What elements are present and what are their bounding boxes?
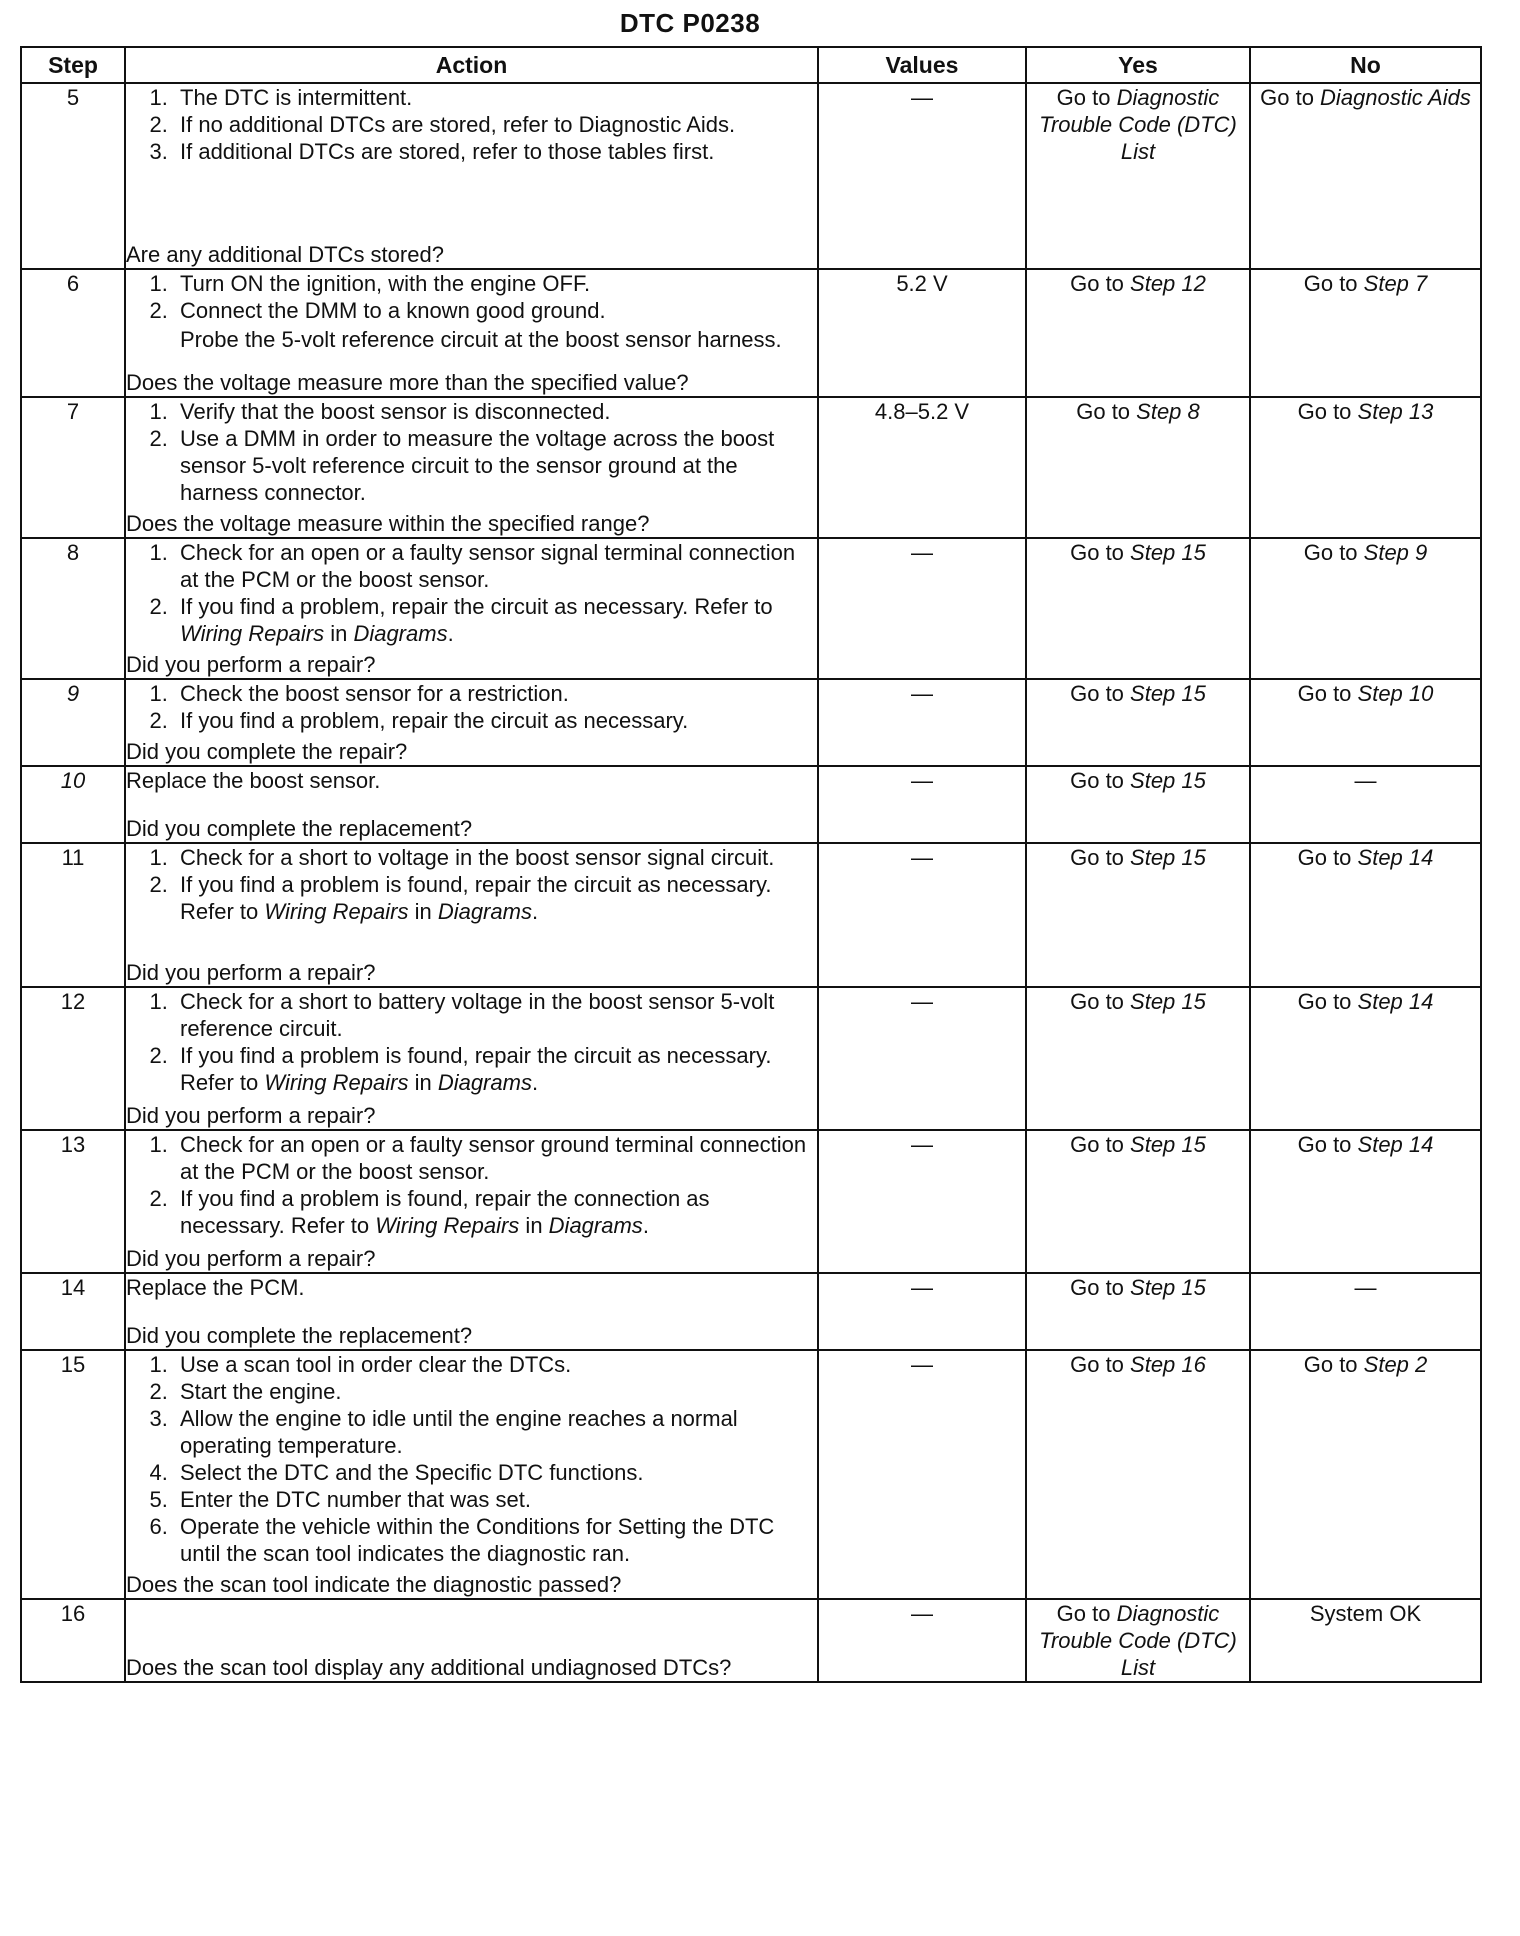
no-result-ref: Diagnostic Aids (1320, 85, 1471, 110)
action-content (126, 398, 817, 537)
action-instructions (126, 1351, 817, 1567)
yes-result: Go to Step 15 (1026, 1130, 1250, 1273)
no-result: System OK (1250, 1599, 1481, 1682)
action-question: Did you perform a repair? (126, 960, 376, 985)
col-header-step: Step (21, 47, 125, 83)
step-number: 16 (21, 1599, 125, 1682)
action-cell (125, 1350, 818, 1599)
action-item: 3. If additional DTCs are stored, refer to those tables first. (174, 138, 817, 165)
value-cell: — (818, 679, 1026, 766)
action-content (126, 680, 817, 765)
action-question: Are any additional DTCs stored? (126, 242, 444, 267)
table-row (21, 538, 1481, 679)
action-content (126, 539, 817, 678)
action-item: 2. If you find a problem, repair the circuit as necessary. Refer to Wiring Repairs in Diagrams. (174, 593, 817, 647)
no-result: Go to Step 9 (1250, 538, 1481, 679)
yes-result-ref: Step 15 (1130, 540, 1206, 565)
step-number: 5 (21, 83, 125, 269)
action-instructions (126, 1274, 817, 1301)
yes-result-ref: Step 15 (1130, 845, 1206, 870)
step-number: 7 (21, 397, 125, 538)
yes-result-ref: Step 15 (1130, 681, 1206, 706)
action-statement: Replace the PCM. (126, 1275, 305, 1300)
action-item: 1. Check for an open or a faulty sensor ground terminal connection at the PCM or the boost sensor. (174, 1131, 817, 1185)
action-cell (125, 397, 818, 538)
action-content (126, 844, 817, 986)
action-instructions (126, 84, 817, 165)
action-question: Did you complete the repair? (126, 739, 408, 764)
step-number: 6 (21, 269, 125, 397)
action-content (126, 84, 817, 268)
action-cell (125, 766, 818, 843)
table-row (21, 269, 1481, 397)
yes-result-ref: Diagnostic Trouble Code (DTC) List (1039, 85, 1237, 164)
action-instructions (126, 767, 817, 794)
action-item: 2. If you find a problem is found, repair the circuit as necessary. Refer to Wiring Repairs in Diagrams. (174, 1042, 817, 1096)
action-item: 2. If you find a problem is found, repair the connection as necessary. Refer to Wiring Repairs in Diagrams. (174, 1185, 817, 1239)
table-row (21, 1130, 1481, 1273)
table-row (21, 1599, 1481, 1682)
action-question: Did you perform a repair? (126, 652, 376, 677)
no-result: Go to Step 2 (1250, 1350, 1481, 1599)
action-note: Probe the 5-volt reference circuit at the boost sensor harness. (180, 327, 782, 352)
table-body (21, 83, 1481, 1682)
col-header-action: Action (125, 47, 818, 83)
value-cell: — (818, 1350, 1026, 1599)
action-item: 3. Allow the engine to idle until the engine reaches a normal operating temperature. (174, 1405, 817, 1459)
step-number: 12 (21, 987, 125, 1130)
action-item: 1. Check for a short to voltage in the boost sensor signal circuit. (174, 844, 817, 871)
action-question: Did you complete the replacement? (126, 1323, 473, 1348)
action-list (126, 1351, 817, 1567)
action-item: 1. Check the boost sensor for a restriction. (174, 680, 817, 707)
yes-result-ref: Step 8 (1136, 399, 1200, 424)
action-cell (125, 1130, 818, 1273)
action-item: 1. Verify that the boost sensor is disconnected. (174, 398, 817, 425)
yes-result: Go to Step 15 (1026, 766, 1250, 843)
action-instructions (126, 680, 817, 734)
action-content (126, 988, 817, 1129)
action-item: 2. If no additional DTCs are stored, refer to Diagnostic Aids. (174, 111, 817, 138)
action-item: 2. Use a DMM in order to measure the voltage across the boost sensor 5-volt reference circuit to the sensor ground at the harness connector. (174, 425, 817, 506)
action-content (126, 1600, 817, 1681)
action-instructions (126, 1131, 817, 1239)
yes-result: Go to Step 15 (1026, 987, 1250, 1130)
action-instructions (126, 270, 817, 353)
value-cell: — (818, 987, 1026, 1130)
no-result: Go to Step 14 (1250, 987, 1481, 1130)
value-cell: — (818, 766, 1026, 843)
action-item: 4. Select the DTC and the Specific DTC functions. (174, 1459, 817, 1486)
step-number: 10 (21, 766, 125, 843)
no-result-ref: Step 13 (1357, 399, 1434, 424)
no-result: Go to Step 7 (1250, 269, 1481, 397)
action-cell (125, 1273, 818, 1350)
no-result: Go to Step 13 (1250, 397, 1481, 538)
action-cell (125, 83, 818, 269)
value-cell: — (818, 538, 1026, 679)
no-result-ref: Step 9 (1363, 540, 1428, 565)
no-result: Go to Diagnostic Aids (1250, 83, 1481, 269)
action-cell (125, 679, 818, 766)
yes-result-ref: Step 12 (1130, 271, 1206, 296)
action-item: 2. Start the engine. (174, 1378, 817, 1405)
action-list (126, 680, 817, 734)
page-title: DTC P0238 (619, 8, 761, 38)
no-result-ref: Step 14 (1357, 1132, 1434, 1157)
no-result-ref: Step 14 (1357, 845, 1434, 870)
value-cell: — (818, 83, 1026, 269)
yes-result-ref: Step 15 (1130, 989, 1206, 1014)
no-result-ref: Step 7 (1363, 271, 1428, 296)
step-number: 8 (21, 538, 125, 679)
action-instructions (126, 398, 817, 506)
action-item: 5. Enter the DTC number that was set. (174, 1486, 817, 1513)
no-result-ref: Step 10 (1357, 681, 1434, 706)
value-cell: — (818, 1273, 1026, 1350)
value-cell: — (818, 843, 1026, 987)
action-content (126, 270, 817, 396)
yes-result-ref: Step 15 (1130, 1275, 1206, 1300)
action-item: 1. Check for an open or a faulty sensor signal terminal connection at the PCM or the boost sensor. (174, 539, 817, 593)
no-result: Go to Step 14 (1250, 1130, 1481, 1273)
action-item: 1. The DTC is intermittent. (174, 84, 817, 111)
table-row (21, 1273, 1481, 1350)
action-content (126, 767, 817, 842)
dtc-table (20, 46, 1482, 1683)
no-result: Go to Step 10 (1250, 679, 1481, 766)
action-item: 1. Use a scan tool in order clear the DTCs. (174, 1351, 817, 1378)
col-header-values: Values (818, 47, 1026, 83)
value-cell: 4.8–5.2 V (818, 397, 1026, 538)
header-row (21, 47, 1481, 83)
action-cell (125, 987, 818, 1130)
action-item: 2. Connect the DMM to a known good ground. (174, 297, 817, 324)
col-header-no: No (1250, 47, 1481, 83)
action-cell (125, 269, 818, 397)
value-cell: — (818, 1599, 1026, 1682)
yes-result: Go to Step 16 (1026, 1350, 1250, 1599)
action-cell (125, 843, 818, 987)
table-row (21, 1350, 1481, 1599)
yes-result: Go to Step 15 (1026, 843, 1250, 987)
no-result: — (1250, 766, 1481, 843)
action-question: Did you perform a repair? (126, 1246, 376, 1271)
no-result-ref: Step 2 (1363, 1352, 1428, 1377)
table-row (21, 679, 1481, 766)
action-content (126, 1274, 817, 1349)
action-item: 6. Operate the vehicle within the Conditions for Setting the DTC until the scan tool indicates the diagnostic ran. (174, 1513, 817, 1567)
action-content (126, 1351, 817, 1598)
yes-result-ref: Step 15 (1130, 768, 1206, 793)
action-list (126, 539, 817, 647)
action-question: Does the scan tool indicate the diagnostic passed? (126, 1572, 622, 1597)
yes-result-ref: Diagnostic Trouble Code (DTC) List (1039, 1601, 1237, 1680)
value-cell: — (818, 1130, 1026, 1273)
step-number: 13 (21, 1130, 125, 1273)
yes-result: Go to Diagnostic Trouble Code (DTC) List (1026, 1599, 1250, 1682)
action-list (126, 1131, 817, 1239)
action-question: Does the voltage measure within the specified range? (126, 511, 650, 536)
table-row (21, 987, 1481, 1130)
yes-result-ref: Step 16 (1130, 1352, 1206, 1377)
no-result: — (1250, 1273, 1481, 1350)
action-content (126, 1131, 817, 1272)
step-number: 11 (21, 843, 125, 987)
no-result: Go to Step 14 (1250, 843, 1481, 987)
yes-result: Go to Step 12 (1026, 269, 1250, 397)
yes-result: Go to Step 8 (1026, 397, 1250, 538)
table-row (21, 83, 1481, 269)
yes-result: Go to Step 15 (1026, 1273, 1250, 1350)
action-item: 2. If you find a problem is found, repair the circuit as necessary. Refer to Wiring Repairs in Diagrams. (174, 871, 817, 925)
action-list (126, 84, 817, 165)
action-question: Does the scan tool display any additional undiagnosed DTCs? (126, 1655, 732, 1680)
no-result-ref: Step 14 (1357, 989, 1434, 1014)
action-item: 2. If you find a problem, repair the circuit as necessary. (174, 707, 817, 734)
table-row (21, 766, 1481, 843)
action-instructions (126, 844, 817, 925)
value-cell: 5.2 V (818, 269, 1026, 397)
yes-result: Go to Step 15 (1026, 538, 1250, 679)
action-cell (125, 1599, 818, 1682)
action-statement: Replace the boost sensor. (126, 768, 381, 793)
yes-result-ref: Step 15 (1130, 1132, 1206, 1157)
step-number: 14 (21, 1273, 125, 1350)
action-instructions (126, 539, 817, 647)
action-item: 1. Turn ON the ignition, with the engine OFF. (174, 270, 817, 297)
action-item: 1. Check for a short to battery voltage in the boost sensor 5-volt reference circuit. (174, 988, 817, 1042)
action-cell (125, 538, 818, 679)
col-header-yes: Yes (1026, 47, 1250, 83)
yes-result: Go to Step 15 (1026, 679, 1250, 766)
action-instructions (126, 988, 817, 1096)
action-list (126, 988, 817, 1096)
yes-result: Go to Diagnostic Trouble Code (DTC) List (1026, 83, 1250, 269)
table-row (21, 397, 1481, 538)
action-list (126, 398, 817, 506)
action-question: Did you perform a repair? (126, 1103, 376, 1128)
step-number: 9 (21, 679, 125, 766)
action-list (126, 270, 817, 324)
action-list (126, 844, 817, 925)
table-row (21, 843, 1481, 987)
action-question: Does the voltage measure more than the specified value? (126, 370, 689, 395)
action-question: Did you complete the replacement? (126, 816, 473, 841)
step-number: 15 (21, 1350, 125, 1599)
